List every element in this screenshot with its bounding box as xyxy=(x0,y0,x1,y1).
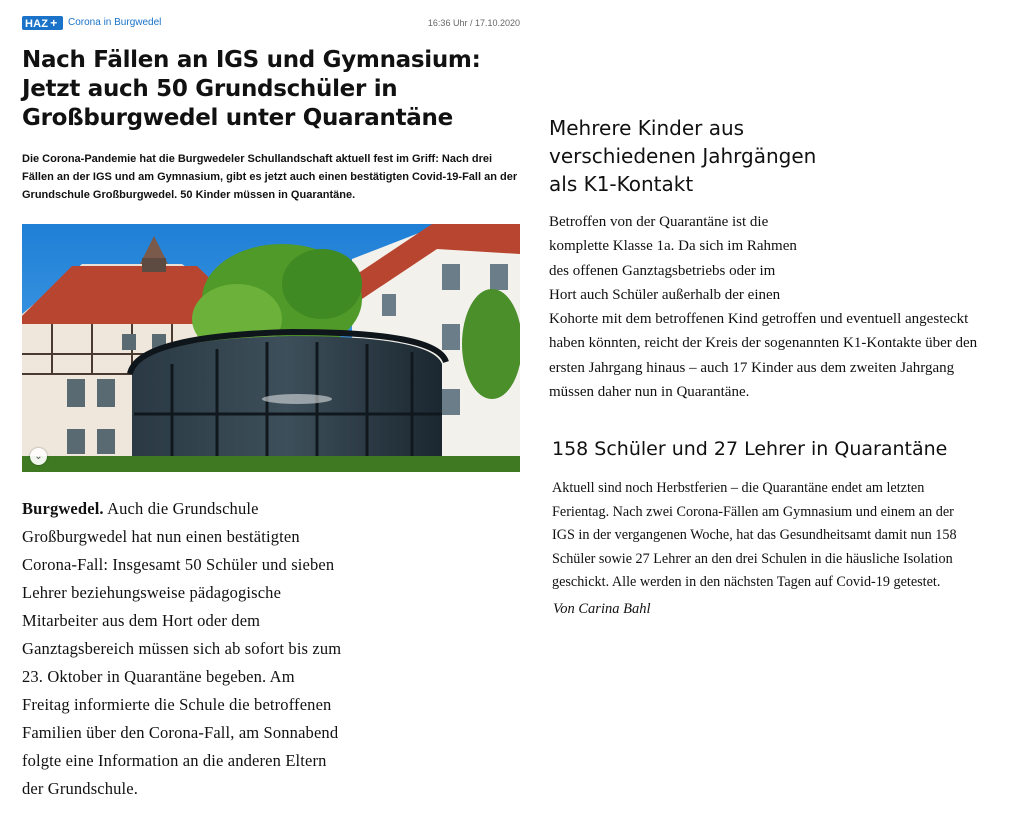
dateline: Burgwedel. xyxy=(22,499,104,518)
timestamp: 16:36 Uhr / 17.10.2020 xyxy=(427,18,520,28)
text-line: geschickt. Alle werden in den nächsten Tagen auf Covid-19 getestet. xyxy=(552,574,941,591)
text-line: Kohorte mit dem betroffenen Kind getroffen und eventuell angesteckt xyxy=(549,311,969,328)
subheading-k1-contacts: Mehrere Kinder aus verschiedenen Jahrgängen als K1-Kontakt xyxy=(549,116,817,196)
section-link[interactable]: Corona in Burgwedel xyxy=(68,17,162,28)
text-line: Ferientag. Nach zwei Corona-Fällen am Gymnasium und einem an der xyxy=(552,503,954,520)
text-line: komplette Klasse 1a. Da sich im Rahmen xyxy=(549,238,797,255)
haz-plus-logo[interactable] xyxy=(22,16,63,30)
school-building-illustration xyxy=(22,224,520,472)
article-photo[interactable] xyxy=(22,224,520,472)
section-1-paragraph xyxy=(549,210,1019,404)
logo-text: HAZ xyxy=(25,18,49,30)
text-line: Betroffen von der Quarantäne ist die xyxy=(549,214,769,230)
text-line: Hort auch Schüler außerhalb der einen xyxy=(549,286,781,303)
article-teaser: Die Corona-Pandemie hat die Burgwedeler Schullandschaft aktuell fest im Griff: Nach drei Fällen an der IGS und am Gymnasium, gibt es jetzt auch einen bestätigten Covid-19-Fall an der Grundschule Großburgwedel. 50 Kinder müssen in Quarantäne. xyxy=(22,153,518,201)
text-line: haben könnten, reicht der Kreis der sogenannten K1-Kontakte über den xyxy=(549,335,978,352)
text-line: IGS in der vergangenen Woche, hat das Gesundheitsamt damit nun 158 xyxy=(552,527,957,544)
author-byline: Von Carina Bahl xyxy=(553,601,651,617)
chevron-down-icon[interactable]: ⌄ xyxy=(30,448,47,465)
text-line: Aktuell sind noch Herbstferien – die Quarantäne endet am letzten xyxy=(552,480,925,496)
section-2-paragraph xyxy=(552,477,1022,595)
lead-body: Auch die Grundschule Großburgwedel hat nun einen bestätigten Corona-Fall: Insgesamt 50 Schüler und sieben Lehrer beziehungsweise pädagogische Mitarbeiter aus dem Hort oder dem Ganztagsbereich müssen sich ab sofort bis zum 23. Oktober in Quarantäne begeben. Am Freitag informierte die Schule die betroffenen Familien über den Corona-Fall, am Sonnabend folgte eine Information an die anderen Eltern der Grundschule. xyxy=(22,499,342,798)
logo-plus: + xyxy=(50,16,58,30)
text-line: Schüler sowie 27 Lehrer an den drei Schulen in die häusliche Isolation xyxy=(552,550,953,567)
text-line: des offenen Ganztagsbetriebs oder im xyxy=(549,262,776,279)
article-lead-paragraph xyxy=(22,495,342,803)
text-line: müssen daher nun in Quarantäne. xyxy=(549,384,750,401)
text-line: ersten Jahrgang hinaus – auch 17 Kinder aus dem zweiten Jahrgang xyxy=(549,359,955,376)
subheading-quarantine-count: 158 Schüler und 27 Lehrer in Quarantäne xyxy=(552,438,948,460)
article-headline: Nach Fällen an IGS und Gymnasium: Jetzt auch 50 Grundschüler in Großburgwedel unter Quarantäne xyxy=(22,47,481,131)
